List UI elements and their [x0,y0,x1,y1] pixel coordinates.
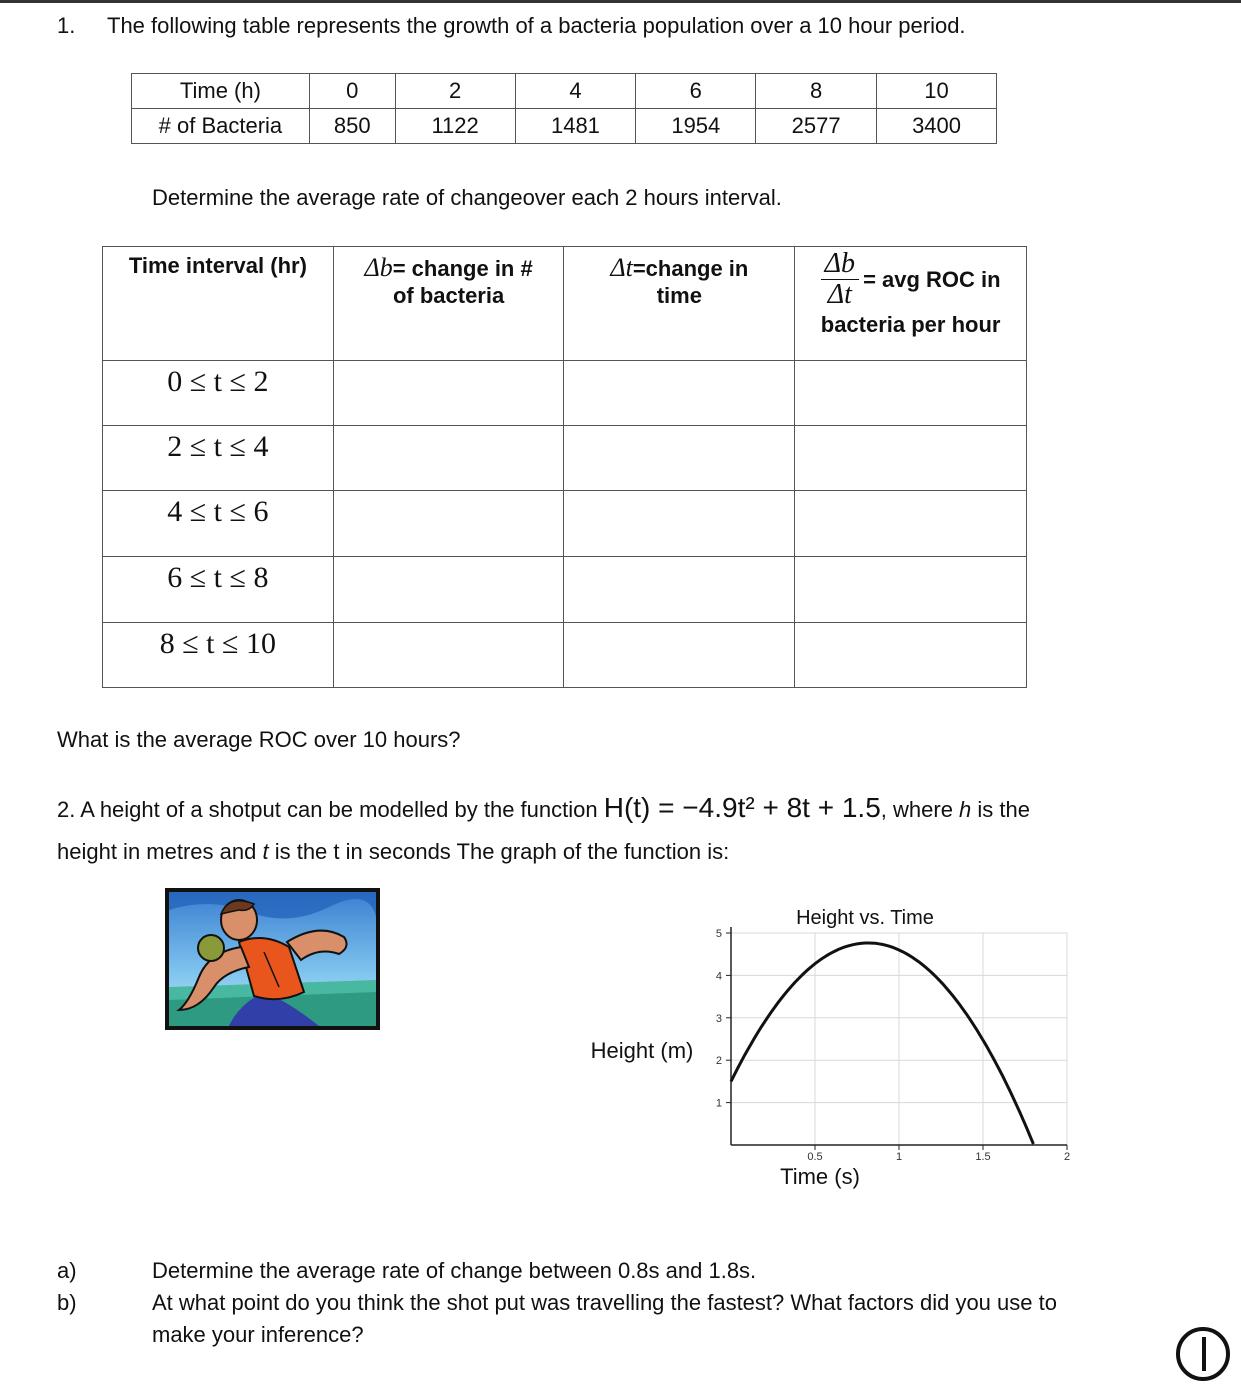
answer-cell[interactable] [564,557,795,623]
part-b-label: b) [57,1290,77,1315]
header-change-time-b: time [656,283,702,308]
header-change-time [564,247,795,361]
q2-function: H(t) = −4.9t² + 8t + 1.5 [603,792,881,823]
bacteria-cell: 1954 [636,109,756,144]
bacteria-cell: 3400 [877,109,997,144]
part-a-text: Determine the average rate of change between 0.8s and 1.8s. [152,1258,757,1283]
header-change-bacteria-a: = change in # [392,256,533,281]
bacteria-cell: 2577 [756,109,877,144]
delta-fraction [821,249,859,310]
roc-row [103,361,1027,426]
answer-cell[interactable] [795,623,1027,688]
top-border [0,0,1241,3]
header-avg-roc-a: = avg ROC in [863,266,1001,292]
q2-line1 [57,792,1030,823]
chart-xlabel: Time (s) [780,1164,860,1189]
x-tick-label: 1 [895,1151,903,1163]
answer-cell[interactable] [333,623,564,688]
time-row [132,74,997,109]
delta-b-symbol: Δb [364,253,393,282]
answer-cell[interactable] [333,491,564,557]
time-cell: 0 [309,74,395,109]
chart-ylabel: Height (m) [590,1038,694,1063]
interval-cell: 8 ≤ t ≤ 10 [103,623,334,688]
roc-row [103,623,1027,688]
height-vs-time-chart [580,898,1080,1198]
chart-ticks [716,928,1070,1163]
bacteria-cell: 1481 [515,109,636,144]
header-time-interval-label: Time interval (hr) [128,253,307,278]
chart-grid [731,933,1067,1145]
answer-cell[interactable] [795,557,1027,623]
q2-var-h: h [959,797,972,822]
answer-cell[interactable] [564,361,795,426]
answer-cell[interactable] [795,491,1027,557]
answer-cell[interactable] [795,426,1027,491]
q2-suffix-a: , where [880,797,960,822]
time-cell: 8 [756,74,877,109]
q1-number: 1. [57,13,76,38]
q2-line2-a: height in metres and [57,839,263,864]
header-change-time-a: =change in [632,256,749,281]
answer-cell[interactable] [333,426,564,491]
roc-table [102,246,1027,688]
time-cell: 4 [515,74,636,109]
answer-cell[interactable] [564,426,795,491]
chart-title: Height vs. Time [796,907,934,929]
x-tick-label: 2 [1063,1151,1071,1163]
y-tick-label: 1 [715,1097,722,1110]
part-b-continuation: make your inference? [152,1322,364,1347]
x-tick-label: 0.5 [807,1151,823,1163]
time-cell: 2 [395,74,515,109]
q1-question: What is the average ROC over 10 hours? [57,727,461,752]
answer-cell[interactable] [564,491,795,557]
fraction-numerator: Δb [821,249,859,280]
roc-row [103,491,1027,557]
fraction-denominator: Δt [827,279,852,310]
interval-cell: 4 ≤ t ≤ 6 [103,491,334,557]
part-b-text: At what point do you think the shot put was travelling the fastest? What factors did you use to [152,1290,1057,1315]
chart-series-line [731,943,1033,1144]
bacteria-cell: 1122 [395,109,515,144]
y-tick-label: 4 [715,970,722,983]
x-tick-label: 1.5 [975,1151,991,1163]
roc-row [103,557,1027,623]
shotput-athlete-image [165,888,380,1030]
time-cell: 10 [877,74,997,109]
q2-var-t: t [262,839,269,864]
header-change-bacteria-b: of bacteria [392,283,505,308]
header-time-interval [103,247,334,361]
roc-row [103,426,1027,491]
q1-instruction: Determine the average rate of changeover each 2 hours interval. [152,185,782,210]
bacteria-data-table [131,73,997,144]
page-number-one-icon [1176,1327,1230,1381]
header-avg-roc-b: bacteria per hour [820,312,1001,337]
answer-cell[interactable] [795,361,1027,426]
interval-cell: 2 ≤ t ≤ 4 [103,426,334,491]
header-change-bacteria [333,247,564,361]
interval-cell: 0 ≤ t ≤ 2 [103,361,334,426]
y-tick-label: 5 [715,928,722,940]
roc-header-row [103,247,1027,361]
q2-prefix: 2. A height of a shotput can be modelled by the function [57,797,604,822]
answer-cell[interactable] [333,361,564,426]
bacteria-row [132,109,997,144]
row-label-bacteria: # of Bacteria [132,109,310,144]
row-label-time: Time (h) [132,74,310,109]
q2-line2-b: is the t in seconds The graph of the function is: [268,839,730,864]
answer-cell[interactable] [333,557,564,623]
q2-suffix-b: is the [971,797,1030,822]
q2-line2 [57,839,729,865]
interval-cell: 6 ≤ t ≤ 8 [103,557,334,623]
part-a-label: a) [57,1258,77,1283]
y-tick-label: 3 [715,1012,722,1025]
answer-cell[interactable] [564,623,795,688]
q1-intro: The following table represents the growth of a bacteria population over a 10 hour period. [107,13,966,38]
shotput-athlete-illustration [169,892,376,1026]
header-avg-roc [795,247,1027,361]
delta-t-symbol: Δt [610,253,633,282]
bacteria-cell: 850 [309,109,395,144]
y-tick-label: 2 [715,1055,722,1068]
time-cell: 6 [636,74,756,109]
